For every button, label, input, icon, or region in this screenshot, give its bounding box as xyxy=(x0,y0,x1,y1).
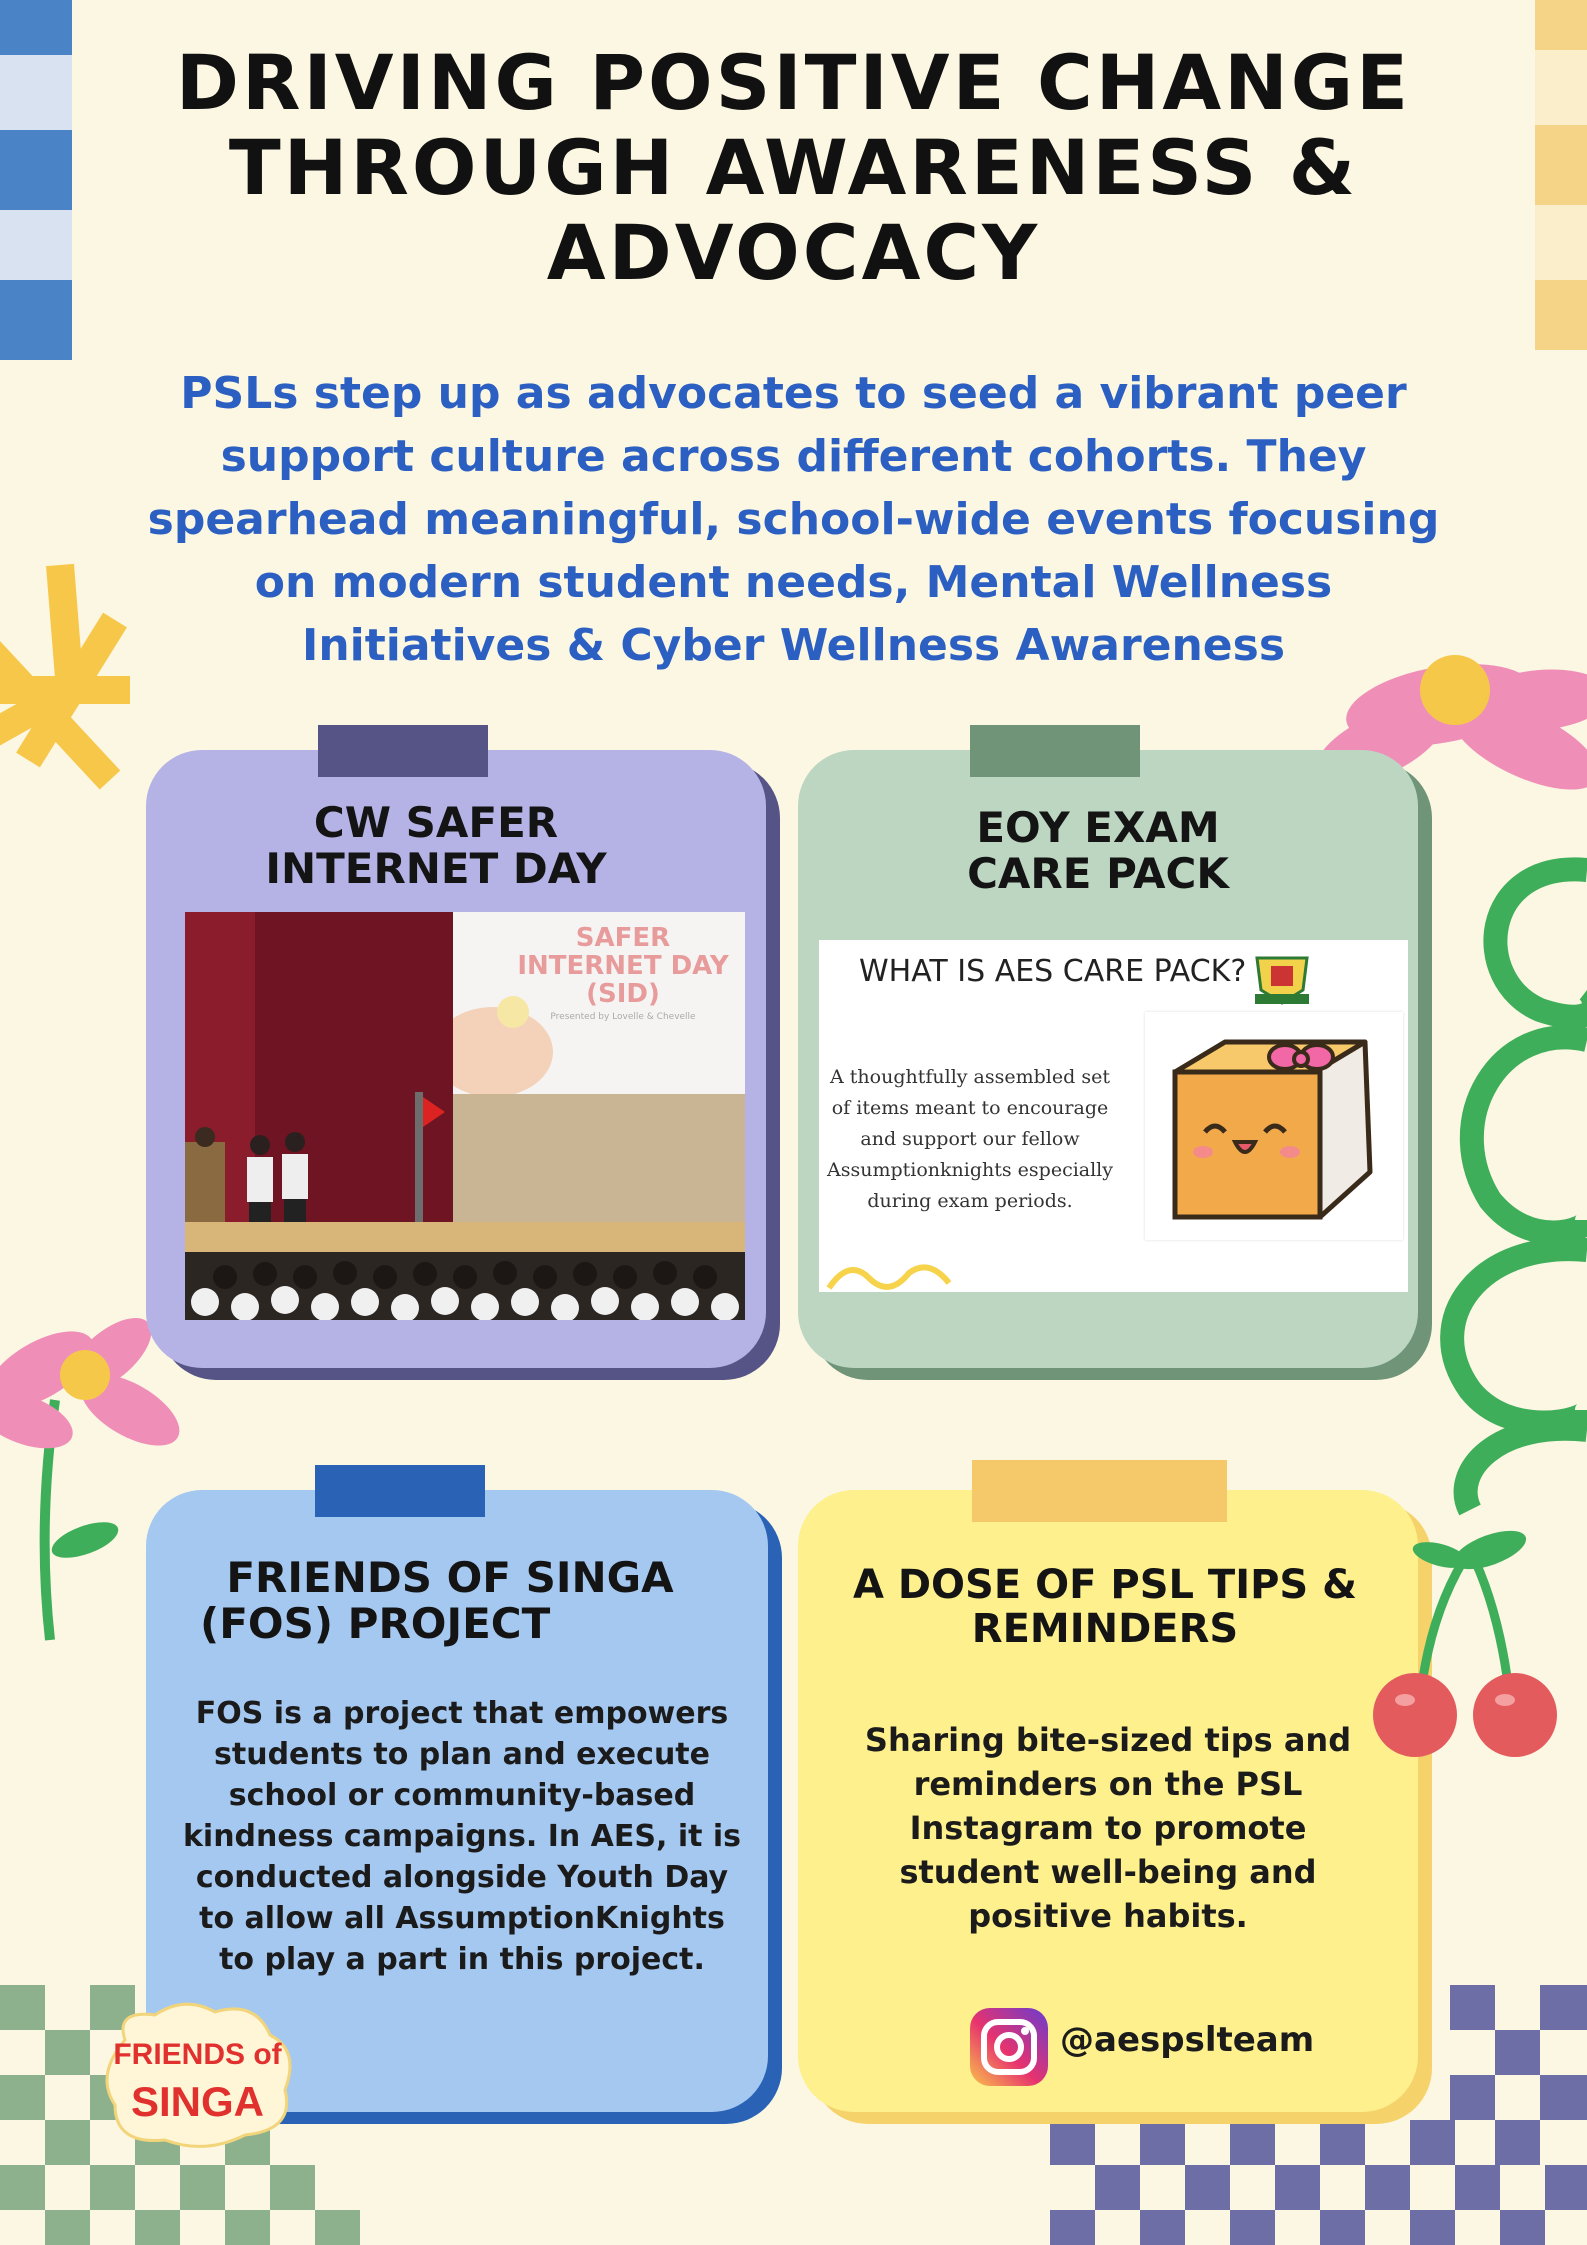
card-3-title-line-1: FRIENDS OF SINGA xyxy=(226,1553,674,1602)
intro-line-5: Initiatives & Cyber Wellness Awareness xyxy=(301,620,1286,671)
card-1-title xyxy=(146,800,726,892)
slide-heading: WHAT IS AES CARE PACK? xyxy=(859,954,1247,989)
friends-of-singa-logo: FRIENDS of SINGA xyxy=(95,2000,300,2150)
care-pack-slide xyxy=(819,940,1408,1292)
intro-line-3: spearhead meaningful, school-wide events focusing xyxy=(147,494,1440,545)
card-2-title-line-1: EOY EXAM xyxy=(976,803,1220,852)
title-line-1: DRIVING POSITIVE CHANGE xyxy=(175,38,1412,127)
intro-line-4: on modern student needs, Mental Wellness xyxy=(254,557,1333,608)
screen-title: SAFER INTERNET DAY (SID) xyxy=(517,923,729,1009)
card-1-title-line-1: CW SAFER xyxy=(313,798,559,847)
card-2-title-line-2: CARE PACK xyxy=(967,849,1229,899)
safer-internet-day-photo xyxy=(185,912,745,1320)
care-pack-box-illustration xyxy=(1145,1012,1403,1240)
intro-line-1: PSLs step up as advocates to seed a vibrant peer xyxy=(180,368,1407,419)
school-crest-icon xyxy=(1249,948,1315,1008)
card-4-title xyxy=(800,1563,1410,1651)
title-line-2: THROUGH AWARENESS & ADVOCACY xyxy=(228,123,1359,298)
slide-description: A thoughtfully assembled set of items meant to encourage and support our fellow Assumptionknights especially during exam periods. xyxy=(826,1066,1113,1212)
card-1-title-line-2: INTERNET DAY xyxy=(265,844,607,894)
card-2-tape xyxy=(970,725,1140,777)
card-3-title xyxy=(170,1555,730,1647)
card-2-title xyxy=(798,805,1398,897)
card-4-body: Sharing bite-sized tips and reminders on the PSL Instagram to promote student well-being and positive habits. xyxy=(864,1721,1352,1935)
box-icon xyxy=(1145,1012,1403,1240)
card-1-tape xyxy=(318,725,488,777)
card-4-title-line-2: REMINDERS xyxy=(971,1606,1239,1652)
page-title xyxy=(40,38,1547,298)
card-4-tape xyxy=(972,1460,1227,1522)
card-4-title-line-1: A DOSE OF PSL TIPS & xyxy=(852,1562,1358,1608)
green-spiral-decoration xyxy=(1452,869,1587,1510)
instagram-icon[interactable] xyxy=(970,2008,1048,2086)
cherries-decoration xyxy=(1360,1530,1570,1760)
card-3-tape xyxy=(315,1465,485,1517)
audience xyxy=(185,1252,745,1320)
screen-subtitle: Presented by Lovelle & Chevelle xyxy=(550,1012,696,1022)
intro-paragraph xyxy=(120,362,1467,677)
card-3-title-line-2: (FOS) PROJECT xyxy=(200,1599,551,1649)
card-3-body: FOS is a project that empowers students to plan and execute school or community-based kindness campaigns. In AES, it is conducted alongside Youth Day to allow all AssumptionKnights to play a part in this project. xyxy=(182,1696,742,1977)
starburst-decoration xyxy=(0,565,130,780)
instagram-handle[interactable]: @aespslteam xyxy=(1060,2020,1315,2060)
intro-line-2: support culture across different cohorts. They xyxy=(220,431,1367,482)
